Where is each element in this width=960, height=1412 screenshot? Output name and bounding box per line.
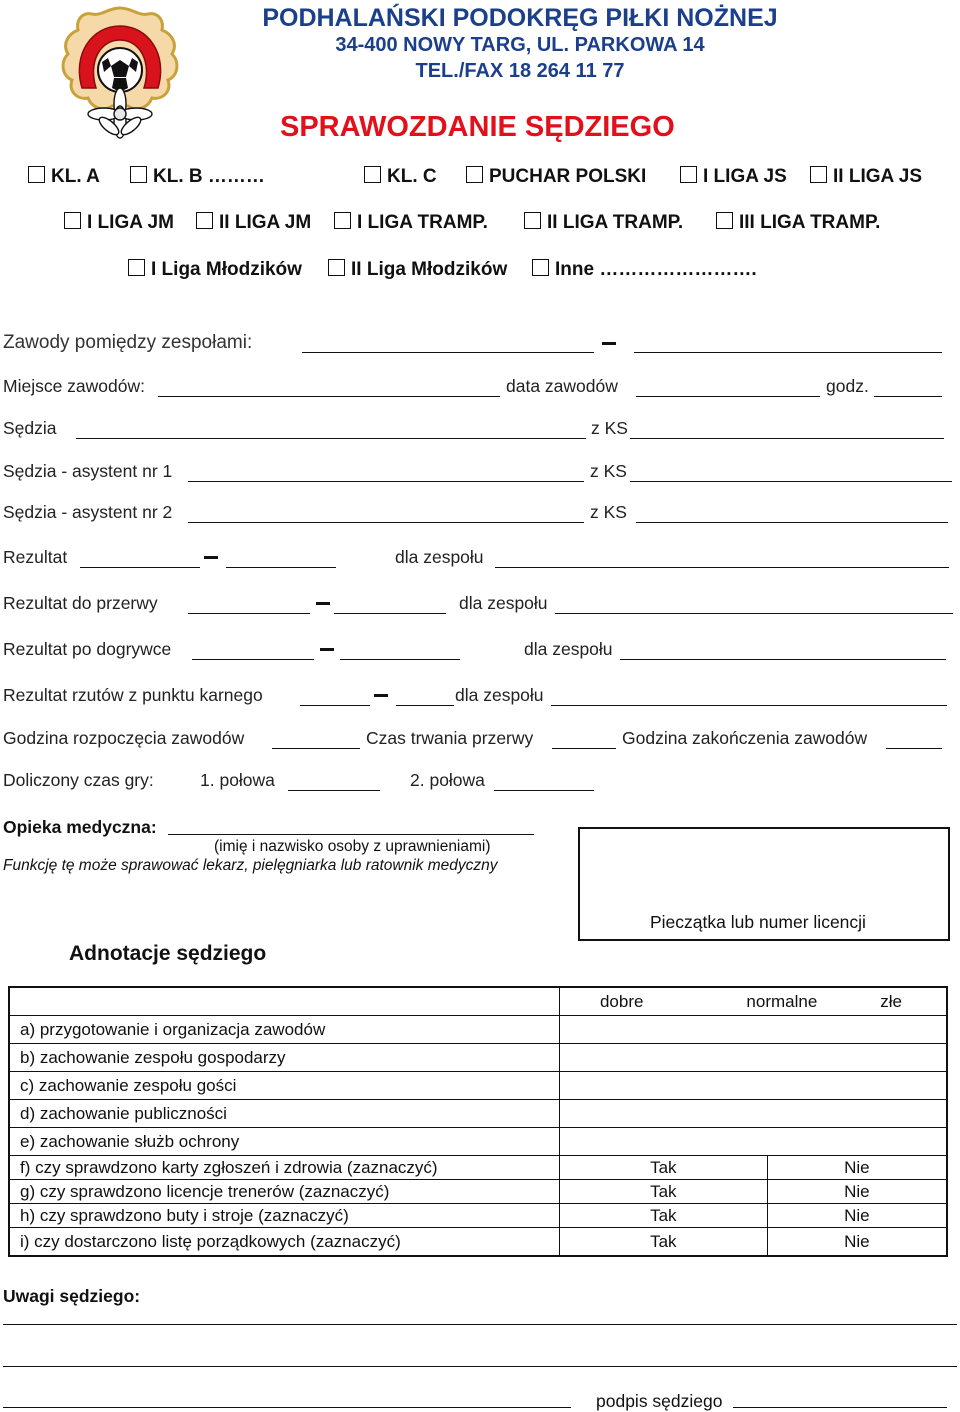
penalty-team-label: dla zespołu	[455, 685, 544, 705]
option-i-liga-js[interactable]: I LIGA JS	[680, 166, 787, 188]
rating-bad: złe	[880, 991, 902, 1011]
option-ii-liga-tramp[interactable]: II LIGA TRAMP.	[524, 212, 683, 234]
option-kl-b[interactable]: KL. B ………	[130, 166, 265, 188]
option-inne[interactable]: Inne …………………….	[532, 259, 757, 281]
yes-cell[interactable]: Tak	[559, 1204, 767, 1228]
referee-club-label: z KS	[591, 418, 628, 438]
option-i-liga-tramp[interactable]: I LIGA TRAMP.	[334, 212, 488, 234]
table-row: f) czy sprawdzono karty zgłoszeń i zdrowia (zaznaczyć) Tak Nie	[9, 1156, 947, 1180]
checkbox[interactable]	[130, 166, 147, 183]
result-away-field[interactable]	[226, 567, 336, 568]
assistant1-club-field[interactable]	[630, 481, 952, 482]
assistant2-field[interactable]	[188, 522, 584, 523]
date-field[interactable]	[636, 396, 820, 397]
penalty-home-field[interactable]	[300, 705, 370, 706]
table-row: g) czy sprawdzono licencje trenerów (zaznaczyć) Tak Nie	[9, 1180, 947, 1204]
extratime-team-field[interactable]	[620, 659, 946, 660]
rating-cell[interactable]	[559, 1072, 947, 1100]
option-ii-liga-js[interactable]: II LIGA JS	[810, 166, 922, 188]
checkbox[interactable]	[64, 212, 81, 229]
assistant2-club-label: z KS	[590, 502, 627, 522]
table-row: c) zachowanie zespołu gości	[9, 1072, 947, 1100]
assistant2-label: Sędzia - asystent nr 2	[3, 502, 173, 522]
referee-club-field[interactable]	[630, 438, 944, 439]
association-logo	[52, 4, 188, 142]
added-time-label: Doliczony czas gry:	[3, 770, 154, 790]
no-cell[interactable]: Nie	[767, 1156, 947, 1180]
checkbox[interactable]	[128, 259, 145, 276]
checkbox[interactable]	[364, 166, 381, 183]
result-team-label: dla zespołu	[395, 547, 484, 567]
assistant1-club-label: z KS	[590, 461, 627, 481]
place-field[interactable]	[158, 396, 500, 397]
signature-field[interactable]	[733, 1407, 947, 1408]
extratime-result-label: Rezultat po dogrywce	[3, 639, 172, 659]
end-time-label: Godzina zakończenia zawodów	[622, 728, 868, 748]
signature-label: podpis sędziego	[596, 1391, 723, 1411]
remarks-line-2[interactable]	[3, 1366, 957, 1367]
option-kl-a[interactable]: KL. A	[28, 166, 100, 188]
separator-dash	[320, 648, 334, 651]
second-half-field[interactable]	[494, 790, 594, 791]
start-time-label: Godzina rozpoczęcia zawodów	[3, 728, 245, 748]
table-row: h) czy sprawdzono buty i stroje (zaznaczyć) Tak Nie	[9, 1204, 947, 1228]
yes-cell[interactable]: Tak	[559, 1156, 767, 1180]
remarks-label: Uwagi sędziego:	[3, 1286, 141, 1306]
halftime-home-field[interactable]	[188, 613, 310, 614]
option-puchar-polski[interactable]: PUCHAR POLSKI	[466, 166, 646, 188]
end-time-field[interactable]	[886, 748, 942, 749]
table-row: a) przygotowanie i organizacja zawodów	[9, 1016, 947, 1044]
break-time-label: Czas trwania przerwy	[366, 728, 534, 748]
no-cell[interactable]: Nie	[767, 1180, 947, 1204]
separator-dash	[374, 694, 388, 697]
home-team-field[interactable]	[302, 352, 594, 353]
away-team-field[interactable]	[634, 352, 942, 353]
remarks-line-1[interactable]	[3, 1324, 957, 1325]
table-row: b) zachowanie zespołu gospodarzy	[9, 1044, 947, 1072]
checkbox[interactable]	[524, 212, 541, 229]
place-label: Miejsce zawodów:	[3, 376, 145, 396]
assistant2-club-field[interactable]	[636, 522, 948, 523]
penalty-team-field[interactable]	[551, 705, 947, 706]
medical-person-field[interactable]	[168, 834, 534, 835]
extratime-away-field[interactable]	[340, 659, 460, 660]
checkbox[interactable]	[532, 259, 549, 276]
table-header-row	[9, 987, 947, 1016]
penalty-away-field[interactable]	[396, 705, 454, 706]
result-team-field[interactable]	[495, 567, 949, 568]
separator-dash	[204, 556, 218, 559]
rating-cell[interactable]	[559, 1016, 947, 1044]
halftime-team-label: dla zespołu	[459, 593, 548, 613]
rating-normal: normalne	[746, 991, 818, 1011]
organization-address: 34-400 NOWY TARG, UL. PARKOWA 14	[335, 34, 705, 56]
medical-hint: (imię i nazwisko osoby z uprawnieniami)	[214, 838, 491, 855]
rating-good: dobre	[599, 991, 644, 1011]
result-home-field[interactable]	[80, 567, 200, 568]
table-row: e) zachowanie służb ochrony	[9, 1128, 947, 1156]
time-label: godz.	[826, 376, 869, 396]
halftime-away-field[interactable]	[334, 613, 446, 614]
second-half-label: 2. połowa	[410, 770, 485, 790]
medical-note: Funkcję tę może sprawować lekarz, pielęgniarka lub ratownik medyczny	[3, 857, 498, 874]
halftime-team-field[interactable]	[555, 613, 953, 614]
option-kl-c[interactable]: KL. C	[364, 166, 437, 188]
report-title: SPRAWOZDANIE SĘDZIEGO	[280, 111, 675, 143]
checkbox[interactable]	[28, 166, 45, 183]
organization-name: PODHALAŃSKI PODOKRĘG PIŁKI NOŻNEJ	[262, 4, 778, 32]
referee-field[interactable]	[76, 438, 586, 439]
rating-cell[interactable]	[559, 1128, 947, 1156]
notes-title: Adnotacje sędziego	[69, 942, 267, 965]
assistant1-field[interactable]	[188, 481, 584, 482]
assistant1-label: Sędzia - asystent nr 1	[3, 461, 173, 481]
date-label: data zawodów	[506, 376, 618, 396]
option-i-liga-jm[interactable]: I LIGA JM	[64, 212, 174, 234]
penalty-result-label: Rezultat rzutów z punktu karnego	[3, 685, 263, 705]
separator-dash	[602, 342, 616, 345]
start-time-field[interactable]	[272, 748, 360, 749]
referee-notes-table	[8, 986, 948, 1257]
yes-cell[interactable]: Tak	[559, 1180, 767, 1204]
halftime-result-label: Rezultat do przerwy	[3, 593, 158, 613]
checkbox[interactable]	[196, 212, 213, 229]
separator-dash	[316, 602, 330, 605]
medical-label: Opieka medyczna:	[3, 817, 157, 837]
no-cell[interactable]: Nie	[767, 1204, 947, 1228]
yes-cell[interactable]: Tak	[559, 1228, 767, 1257]
stamp-label: Pieczątka lub numer licencji	[650, 912, 866, 932]
option-ii-liga-mlodzikow[interactable]: II Liga Młodzików	[328, 259, 507, 281]
first-half-label: 1. połowa	[200, 770, 275, 790]
no-cell[interactable]: Nie	[767, 1228, 947, 1257]
checkbox[interactable]	[466, 166, 483, 183]
time-field[interactable]	[874, 396, 942, 397]
rating-cell[interactable]	[559, 1044, 947, 1072]
checkbox[interactable]	[680, 166, 697, 183]
break-time-field[interactable]	[552, 748, 616, 749]
referee-label: Sędzia	[3, 418, 57, 438]
extratime-home-field[interactable]	[192, 659, 314, 660]
table-row: d) zachowanie publiczności	[9, 1100, 947, 1128]
table-row: i) czy dostarczono listę porządkowych (zaznaczyć) Tak Nie	[9, 1228, 947, 1257]
extratime-team-label: dla zespołu	[524, 639, 613, 659]
rating-cell[interactable]	[559, 1100, 947, 1128]
organization-phone: TEL./FAX 18 264 11 77	[415, 60, 625, 82]
checkbox[interactable]	[716, 212, 733, 229]
option-i-liga-mlodzikow[interactable]: I Liga Młodzików	[128, 259, 302, 281]
teams-label: Zawody pomiędzy zespołami:	[3, 332, 253, 353]
checkbox[interactable]	[334, 212, 351, 229]
remarks-line-3[interactable]	[3, 1407, 571, 1408]
first-half-field[interactable]	[288, 790, 380, 791]
option-ii-liga-jm[interactable]: II LIGA JM	[196, 212, 311, 234]
option-iii-liga-tramp[interactable]: III LIGA TRAMP.	[716, 212, 880, 234]
result-label: Rezultat	[3, 547, 68, 567]
checkbox[interactable]	[810, 166, 827, 183]
checkbox[interactable]	[328, 259, 345, 276]
